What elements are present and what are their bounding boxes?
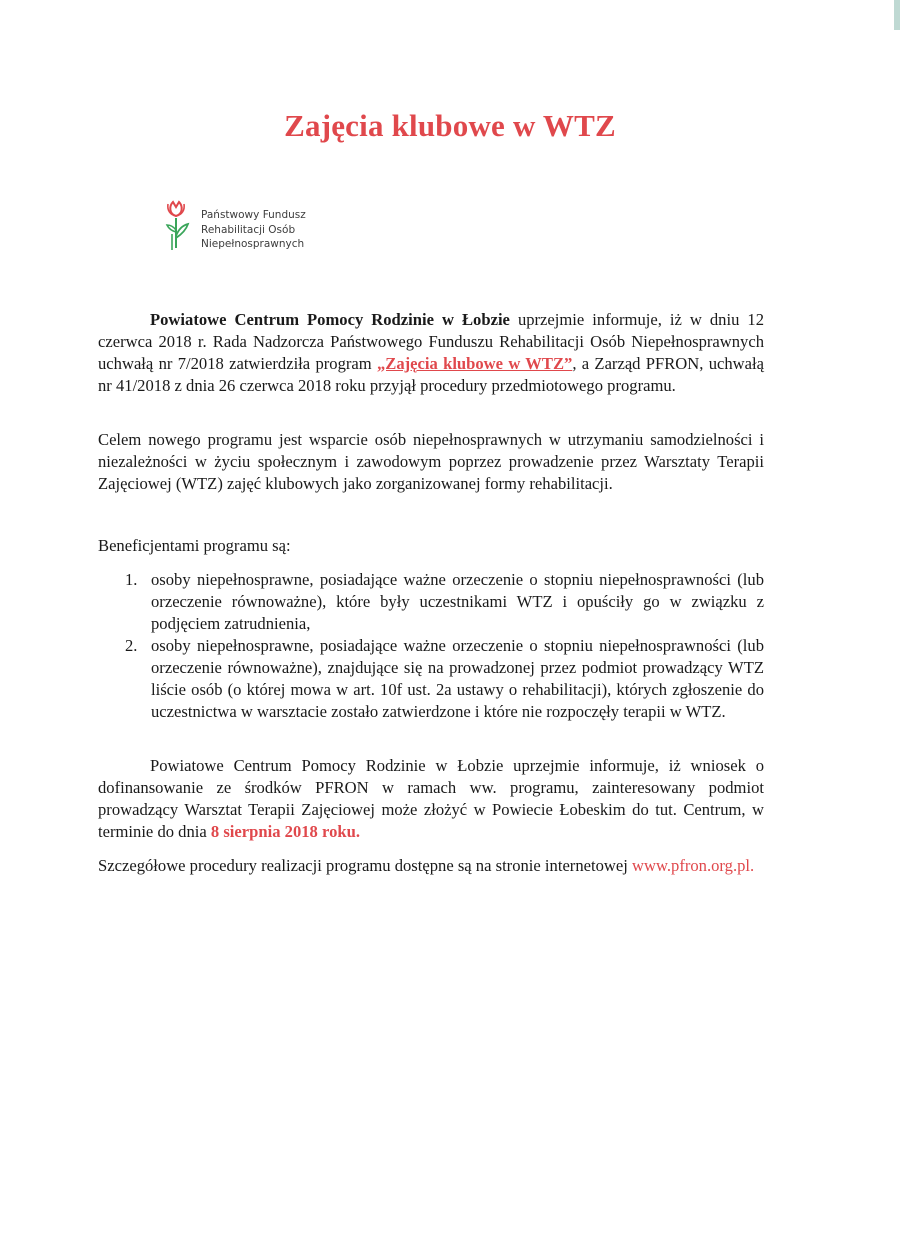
- tulip-logo-icon: [164, 198, 198, 256]
- paragraph-goal: [98, 429, 764, 495]
- scan-edge-mark: [894, 0, 900, 30]
- deadline-date: 8 sierpnia 2018 roku.: [210, 822, 360, 841]
- paragraph-procedures: [98, 855, 764, 877]
- paragraph-2-text: Celem nowego programu jest wsparcie osób niepełnosprawnych w utrzymaniu samodzielności i niezależności w życiu społecznym i zawodowym poprzez prowadzenie przez Warsztaty Terapii Zajęciowej (WTZ) zajęć klubowych jako zorganizowanej formy rehabilitacji.: [98, 430, 764, 493]
- document-title: Zajęcia klubowe w WTZ: [284, 108, 616, 143]
- list-item-text: osoby niepełnosprawne, posiadające ważne orzeczenie o stopniu niepełnosprawności (lub orzeczenie równoważne), które były uczestnikami WTZ i opuściły go w związku z podjęciem zatrudnienia,: [151, 570, 764, 633]
- paragraph-5-text: Szczegółowe procedury realizacji programu dostępne są na stronie internetowej: [98, 856, 633, 875]
- beneficiaries-list: [98, 569, 764, 723]
- list-item-number: 2.: [125, 636, 138, 655]
- logo-line-2: Rehabilitacji Osób: [201, 223, 296, 236]
- paragraph-application: [98, 755, 764, 843]
- list-item: [98, 569, 764, 635]
- pfron-logo: [164, 198, 364, 258]
- organization-name: Powiatowe Centrum Pomocy Rodzinie w Łobzie: [150, 310, 510, 329]
- logo-line-1: Państwowy Fundusz: [201, 209, 306, 221]
- pfron-website-link[interactable]: www.pfron.org.pl.: [632, 856, 755, 875]
- logo-wordmark: [201, 208, 306, 252]
- paragraph-beneficiaries-heading: [98, 535, 764, 557]
- list-item-number: 1.: [125, 570, 138, 589]
- program-name: „Zajęcia klubowe w WTZ”: [376, 354, 573, 373]
- paragraph-1-text-a: uprzejmie informuje, iż w dniu 12 czerwca 2018 r. Rada Nadzorcza Państwowego Funduszu Rehabilitacji Osób Niepełnosprawnych uchwałą nr 7/2018 zatwierdziła program: [98, 310, 764, 373]
- paragraph-3-text: Beneficjentami programu są:: [98, 536, 291, 555]
- paragraph-announcement: [98, 309, 764, 397]
- paragraph-1-text-b: , a Zarząd PFRON, uchwałą nr 41/2018 z dnia 26 czerwca 2018 roku przyjął procedury przedmiotowego programu.: [98, 354, 764, 395]
- paragraph-4-text: Powiatowe Centrum Pomocy Rodzinie w Łobzie uprzejmie informuje, iż wniosek o dofinansowanie ze środków PFRON w ramach ww. programu, zainteresowany podmiot prowadzący Warsztat Terapii Zajęciowej może złożyć w Powiecie Łobeskim do tut. Centrum, w terminie do dnia: [98, 756, 764, 841]
- list-item-text: osoby niepełnosprawne, posiadające ważne orzeczenie o stopniu niepełnosprawności (lub orzeczenie równoważne), znajdujące się na prowadzonej przez podmiot prowadzący WTZ liście osób (o której mowa w art. 10f ust. 2a ustawy o rehabilitacji), których zgłoszenie do uczestnictwa w warsztacie zostało zatwierdzone i które nie rozpoczęły terapii w WTZ.: [151, 636, 764, 721]
- list-item: [98, 635, 764, 723]
- logo-line-3: Niepełnosprawnych: [201, 238, 305, 250]
